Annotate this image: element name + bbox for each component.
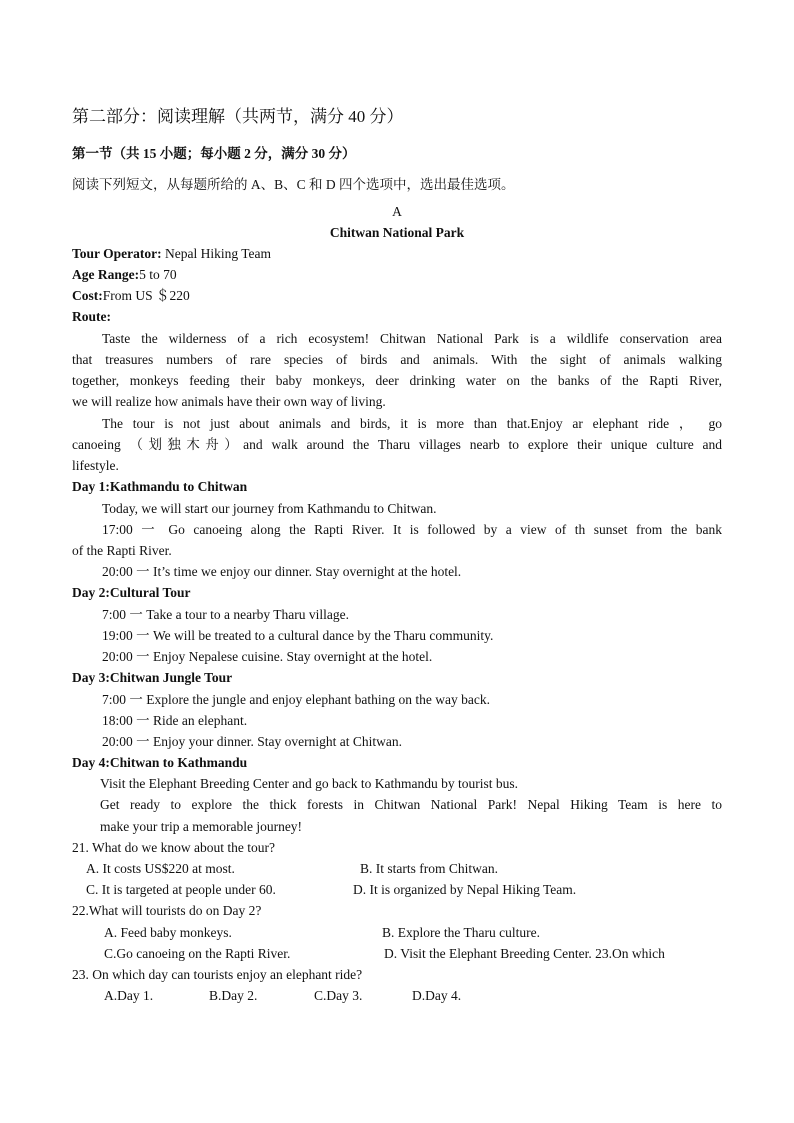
- q23-stem: 23. On which day can tourists enjoy an elephant ride?: [72, 967, 363, 982]
- part-title: 第二部分：阅读理解（共两节，满分 40 分）: [72, 107, 404, 126]
- q21-option-c: C. It is targeted at people under 60.: [86, 882, 276, 897]
- q22-option-a: A. Feed baby monkeys.: [104, 925, 232, 940]
- day1-line: 20:00 一 It’s time we enjoy our dinner. Stay overnight at the hotel.: [102, 564, 462, 579]
- day3-line: 20:00 一 Enjoy your dinner. Stay overnight at Chitwan.: [102, 734, 402, 749]
- route-label: Route:: [72, 309, 111, 324]
- route-para1-line: we will realize how animals have their own way of living.: [72, 394, 386, 409]
- info-cost: [72, 287, 190, 305]
- day4-line: Visit the Elephant Breeding Center and go back to Kathmandu by tourist bus.: [100, 776, 518, 791]
- q22-option-b: B. Explore the Tharu culture.: [382, 925, 540, 940]
- route-para1-line: together, monkeys feeding their baby monkeys, deer drinking water on the banks of the Rapti River,: [72, 373, 722, 388]
- day3-line: 7:00 一 Explore the jungle and enjoy elephant bathing on the way back.: [102, 692, 491, 707]
- day2-title: Day 2:Cultural Tour: [72, 585, 191, 600]
- operator-value: Nepal Hiking Team: [161, 246, 272, 261]
- day1-title: Day 1:Kathmandu to Chitwan: [72, 479, 248, 494]
- q21-option-a: A. It costs US$220 at most.: [86, 861, 235, 876]
- age-label: Age Range:: [72, 267, 140, 282]
- passage-label: A: [392, 204, 402, 219]
- route-para2-line: canoeing （划独木舟）and walk around the Tharu villages nearb to explore their unique culture and: [72, 437, 722, 452]
- day1-line-cont: of the Rapti River.: [72, 543, 172, 558]
- day1-line: Today, we will start our journey from Kathmandu to Chitwan.: [102, 501, 437, 516]
- day4-line: make your trip a memorable journey!: [100, 819, 303, 834]
- section-title: 第一节（共 15 小题；每小题 2 分，满分 30 分）: [72, 146, 356, 161]
- passage-title: Chitwan National Park: [329, 225, 465, 240]
- day2-line: 19:00 一 We will be treated to a cultural dance by the Tharu community.: [102, 628, 494, 643]
- cost-label: Cost:: [72, 288, 103, 303]
- instructions: 阅读下列短文，从每题所给的 A、B、C 和 D 四个选项中，选出最佳选项。: [72, 177, 515, 192]
- cost-value: From US ＄220: [102, 288, 190, 303]
- q23-option-b: B.Day 2.: [209, 988, 258, 1003]
- q22-stem: 22.What will tourists do on Day 2?: [72, 903, 262, 918]
- day3-line: 18:00 一 Ride an elephant.: [102, 713, 248, 728]
- q22-option-c: C.Go canoeing on the Rapti River.: [104, 946, 291, 961]
- age-value: 5 to 70: [139, 267, 177, 282]
- route-para2-line: The tour is not just about animals and birds, it is more than that.Enjoy ar elephant ride ， go: [102, 416, 722, 431]
- q23-option-d: D.Day 4.: [412, 988, 462, 1003]
- day3-title: Day 3:Chitwan Jungle Tour: [72, 670, 233, 685]
- q21-option-b: B. It starts from Chitwan.: [360, 861, 498, 876]
- q21-stem: 21. What do we know about the tour?: [72, 840, 275, 855]
- q22-option-d: D. Visit the Elephant Breeding Center. 23.On which: [384, 946, 665, 961]
- day4-title: Day 4:Chitwan to Kathmandu: [72, 755, 248, 770]
- operator-label: Tour Operator:: [72, 246, 162, 261]
- day1-line: 17:00 一 Go canoeing along the Rapti River. It is followed by a view of th sunset from the bank: [102, 522, 722, 537]
- q23-option-a: A.Day 1.: [104, 988, 154, 1003]
- day2-line: 7:00 一 Take a tour to a nearby Tharu village.: [102, 607, 349, 622]
- route-para2-line: lifestyle.: [72, 458, 119, 473]
- q21-option-d: D. It is organized by Nepal Hiking Team.: [353, 882, 577, 897]
- info-age: [72, 266, 177, 284]
- route-para1-line: that treasures numbers of rare species of birds and animals. With the sight of animals walking: [72, 352, 722, 367]
- day2-line: 20:00 一 Enjoy Nepalese cuisine. Stay overnight at the hotel.: [102, 649, 433, 664]
- route-para1-line: Taste the wilderness of a rich ecosystem! Chitwan National Park is a wildlife conservation area: [102, 331, 722, 346]
- day4-line: Get ready to explore the thick forests in Chitwan National Park! Nepal Hiking Team is here to: [100, 797, 722, 812]
- q23-option-c: C.Day 3.: [314, 988, 363, 1003]
- info-operator: [72, 245, 271, 263]
